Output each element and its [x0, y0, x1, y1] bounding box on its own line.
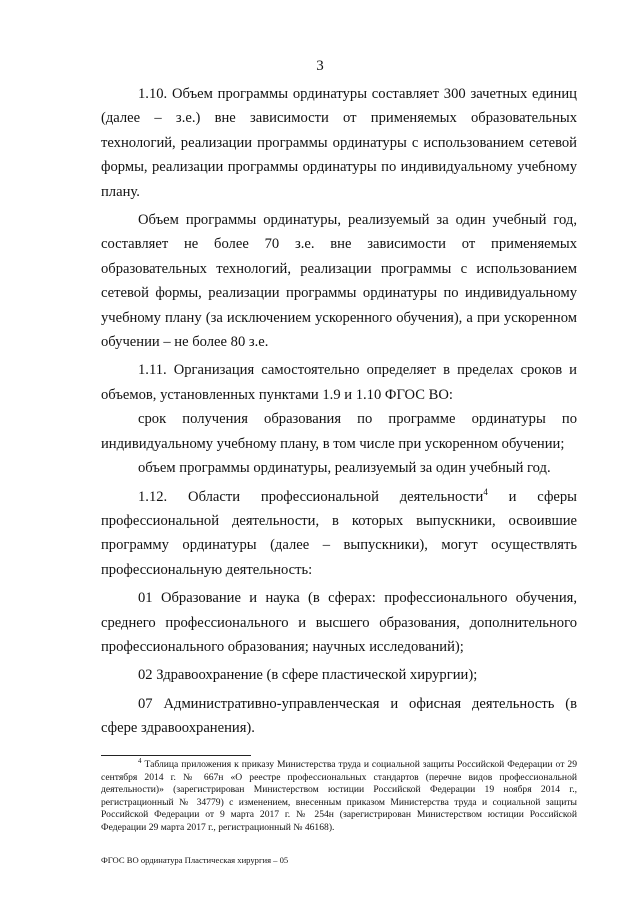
paragraph-1-12-text-start: 1.12. Области профессиональной деятельности: [138, 488, 484, 505]
paragraph-1-10: 1.10. Объем программы ординатуры составляет 300 зачетных единиц (далее – з.е.) вне зависимости от применяемых образовательных технологий, реализации программы ординатуры с использованием сетевой формы, реализации программы ординатуры по индивидуальному учебному плану.: [101, 86, 577, 200]
paragraph-1-12-text-end: и сферы профессиональной деятельности, в которых выпускники, освоившие программу ординатуры (далее – выпускники), могут осуществлять профессиональную деятельность:: [101, 488, 577, 578]
paragraph-annual-volume: Объем программы ординатуры, реализуемый за один учебный год, составляет не более 70 з.е. вне зависимости от применяемых образовательных технологий, реализации программы с использованием сетевой формы, реализации программы ординатуры по индивидуальному учебному плану (за исключением ускоренного обучения), а при ускоренном обучении – не более 80 з.е.: [101, 212, 577, 351]
footnote-text: Таблица приложения к приказу Министерства труда и социальной защиты Российской Федерации от 29 сентября 2014 г. № 667н «О реестре профессиональных стандартов (перечне видов профессиональной деятельности)» (зарегистрирован Министерством юстиции Российской Федерации 19 ноября 2014 г., регистрационный № 34779) с изменением, внесенным приказом Министерства труда и социальной защиты Российской Федерации от 9 марта 2017 г. № 254н (зарегистрирован Министерством юстиции Российской Федерации 29 марта 2017 г., регистрационный № 46168).: [101, 759, 577, 833]
footnote-text-block: [101, 759, 577, 835]
paragraph-1-11: 1.11. Организация самостоятельно определяет в пределах сроков и объемов, установленных пунктами 1.9 и 1.10 ФГОС ВО:: [101, 362, 577, 403]
paragraph-1-12: [101, 485, 577, 583]
page-footer: ФГОС ВО ординатура Пластическая хирургия – 05: [101, 855, 289, 865]
paragraph-annual-program-volume: объем программы ординатуры, реализуемый за один учебный год.: [138, 460, 551, 477]
paragraph-area-02: 02 Здравоохранение (в сфере пластической хирургии);: [138, 667, 478, 684]
footnote: [101, 759, 577, 835]
paragraph-area-01: 01 Образование и наука (в сферах: профессионального обучения, среднего профессионального и высшего образования, дополнительного профессионального образования; научных исследований);: [101, 590, 577, 655]
footnote-marker: 4: [138, 757, 142, 765]
footnote-reference[interactable]: 4: [483, 486, 488, 497]
paragraph-area-07: 07 Административно-управленческая и офисная деятельность (в сфере здравоохранения).: [101, 695, 577, 737]
main-text: [101, 82, 577, 741]
paragraph-study-term: срок получения образования по программе ординатуры по индивидуальному учебному плану, в том числе при ускоренном обучении;: [101, 411, 577, 452]
page-number: 3: [316, 58, 324, 74]
footnote-divider: [101, 755, 251, 756]
